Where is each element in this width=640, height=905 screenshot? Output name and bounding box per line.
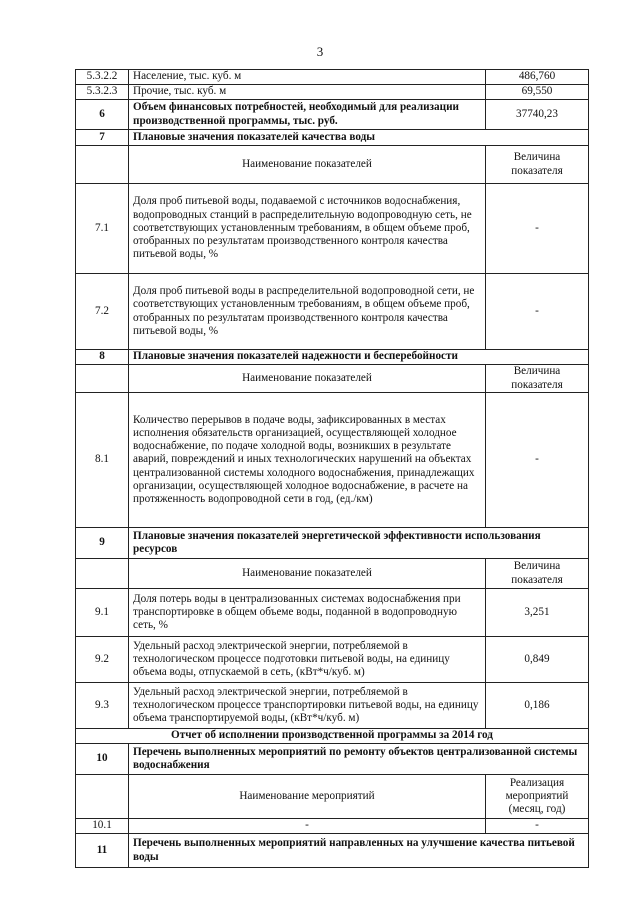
empty-cell <box>76 559 129 589</box>
empty-cell <box>76 775 129 819</box>
row-text: Удельный расход электрической энергии, потребляемой в технологическом процессе транспортировки питьевой воды, на единицу объема транспортируемой воды, (кВт*ч/куб. м) <box>129 683 486 729</box>
row-value: 3,251 <box>486 589 589 637</box>
row-text: Доля проб питьевой воды в распределительной водопроводной сети, не соответствующих установленным требованиям, в общем объеме проб, отобранных по результатам производственного контроля качества питьевой воды, % <box>129 274 486 350</box>
table-row <box>76 393 589 528</box>
row-text: Доля проб питьевой воды, подаваемой с источников водоснабжения, водопроводных станций в распределительную водопроводную сеть, не соответствующих установленным требованиям, в общем объеме проб, отобранных по результатам производственного контроля качества питьевой воды, % <box>129 184 486 274</box>
row-number: 9.3 <box>76 683 129 729</box>
table-row <box>76 274 589 350</box>
section-row <box>76 130 589 146</box>
section-title: Перечень выполненных мероприятий направленных на улучшение качества питьевой воды <box>129 834 589 868</box>
table-row <box>76 683 589 729</box>
row-value: 69,550 <box>486 85 589 100</box>
report-title: Отчет об исполнении производственной программы за 2014 год <box>76 729 589 744</box>
page-number: 3 <box>316 44 324 59</box>
row-number: 6 <box>76 100 129 130</box>
row-number: 8.1 <box>76 393 129 528</box>
row-text: Доля потерь воды в централизованных системах водоснабжения при транспортировке в общем объеме воды, поданной в водопроводную сеть, % <box>129 589 486 637</box>
row-text: Удельный расход электрической энергии, потребляемой в технологическом процессе подготовки питьевой воды, на единицу объема воды, отпускаемой в сеть, (кВт*ч/куб. м) <box>129 637 486 683</box>
column-header-name: Наименование показателей <box>129 365 486 393</box>
row-number: 10.1 <box>76 819 129 834</box>
empty-cell <box>76 146 129 184</box>
row-number: 5.3.2.2 <box>76 70 129 85</box>
row-text: - <box>129 819 486 834</box>
row-number: 9.2 <box>76 637 129 683</box>
section-row <box>76 350 589 365</box>
row-value: - <box>486 274 589 350</box>
section-row <box>76 744 589 775</box>
row-text: Население, тыс. куб. м <box>129 70 486 85</box>
table-row <box>76 70 589 85</box>
section-number: 7 <box>76 130 129 146</box>
header-row <box>76 559 589 589</box>
table-row <box>76 184 589 274</box>
row-value: 0,186 <box>486 683 589 729</box>
section-number: 9 <box>76 528 129 559</box>
table-row <box>76 85 589 100</box>
report-row <box>76 729 589 744</box>
column-header-name: Наименование показателей <box>129 146 486 184</box>
row-text: Объем финансовых потребностей, необходимый для реализации производственной программы, тыс. руб. <box>129 100 486 130</box>
program-table <box>75 69 589 868</box>
header-row <box>76 365 589 393</box>
table-row <box>76 100 589 130</box>
row-value: - <box>486 184 589 274</box>
table-row <box>76 819 589 834</box>
column-header-value: Величина показателя <box>486 559 589 589</box>
row-number: 7.2 <box>76 274 129 350</box>
table-row <box>76 637 589 683</box>
row-value: 0,849 <box>486 637 589 683</box>
section-row <box>76 528 589 559</box>
section-row <box>76 834 589 868</box>
section-title: Плановые значения показателей энергетической эффективности использования ресурсов <box>129 528 589 559</box>
section-number: 11 <box>76 834 129 868</box>
empty-cell <box>76 365 129 393</box>
section-number: 10 <box>76 744 129 775</box>
row-text: Количество перерывов в подаче воды, зафиксированных в местах исполнения обязательств организацией, осуществляющей холодное водоснабжение, по подаче холодной воды, возникших в результате аварий, повреждений и иных технологических нарушений на объектах централизованной системы холодного водоснабжения, принадлежащих организации, осуществляющей холодное водоснабжение, в расчете на протяженность водопроводной сети в год, (ед./км) <box>129 393 486 528</box>
section-number: 8 <box>76 350 129 365</box>
header-row <box>76 775 589 819</box>
section-title: Перечень выполненных мероприятий по ремонту объектов централизованной системы водоснабжения <box>129 744 589 775</box>
row-number: 5.3.2.3 <box>76 85 129 100</box>
column-header-value: Величина показателя <box>486 365 589 393</box>
column-header-value: Величина показателя <box>486 146 589 184</box>
table-row <box>76 589 589 637</box>
row-value: 486,760 <box>486 70 589 85</box>
header-row <box>76 146 589 184</box>
row-value: 37740,23 <box>486 100 589 130</box>
row-number: 7.1 <box>76 184 129 274</box>
column-header-value: Реализация мероприятий (месяц, год) <box>486 775 589 819</box>
column-header-name: Наименование показателей <box>129 559 486 589</box>
row-value: - <box>486 819 589 834</box>
column-header-name: Наименование мероприятий <box>129 775 486 819</box>
section-title: Плановые значения показателей надежности и бесперебойности <box>129 350 589 365</box>
row-text: Прочие, тыс. куб. м <box>129 85 486 100</box>
section-title: Плановые значения показателей качества воды <box>129 130 589 146</box>
row-value: - <box>486 393 589 528</box>
row-number: 9.1 <box>76 589 129 637</box>
